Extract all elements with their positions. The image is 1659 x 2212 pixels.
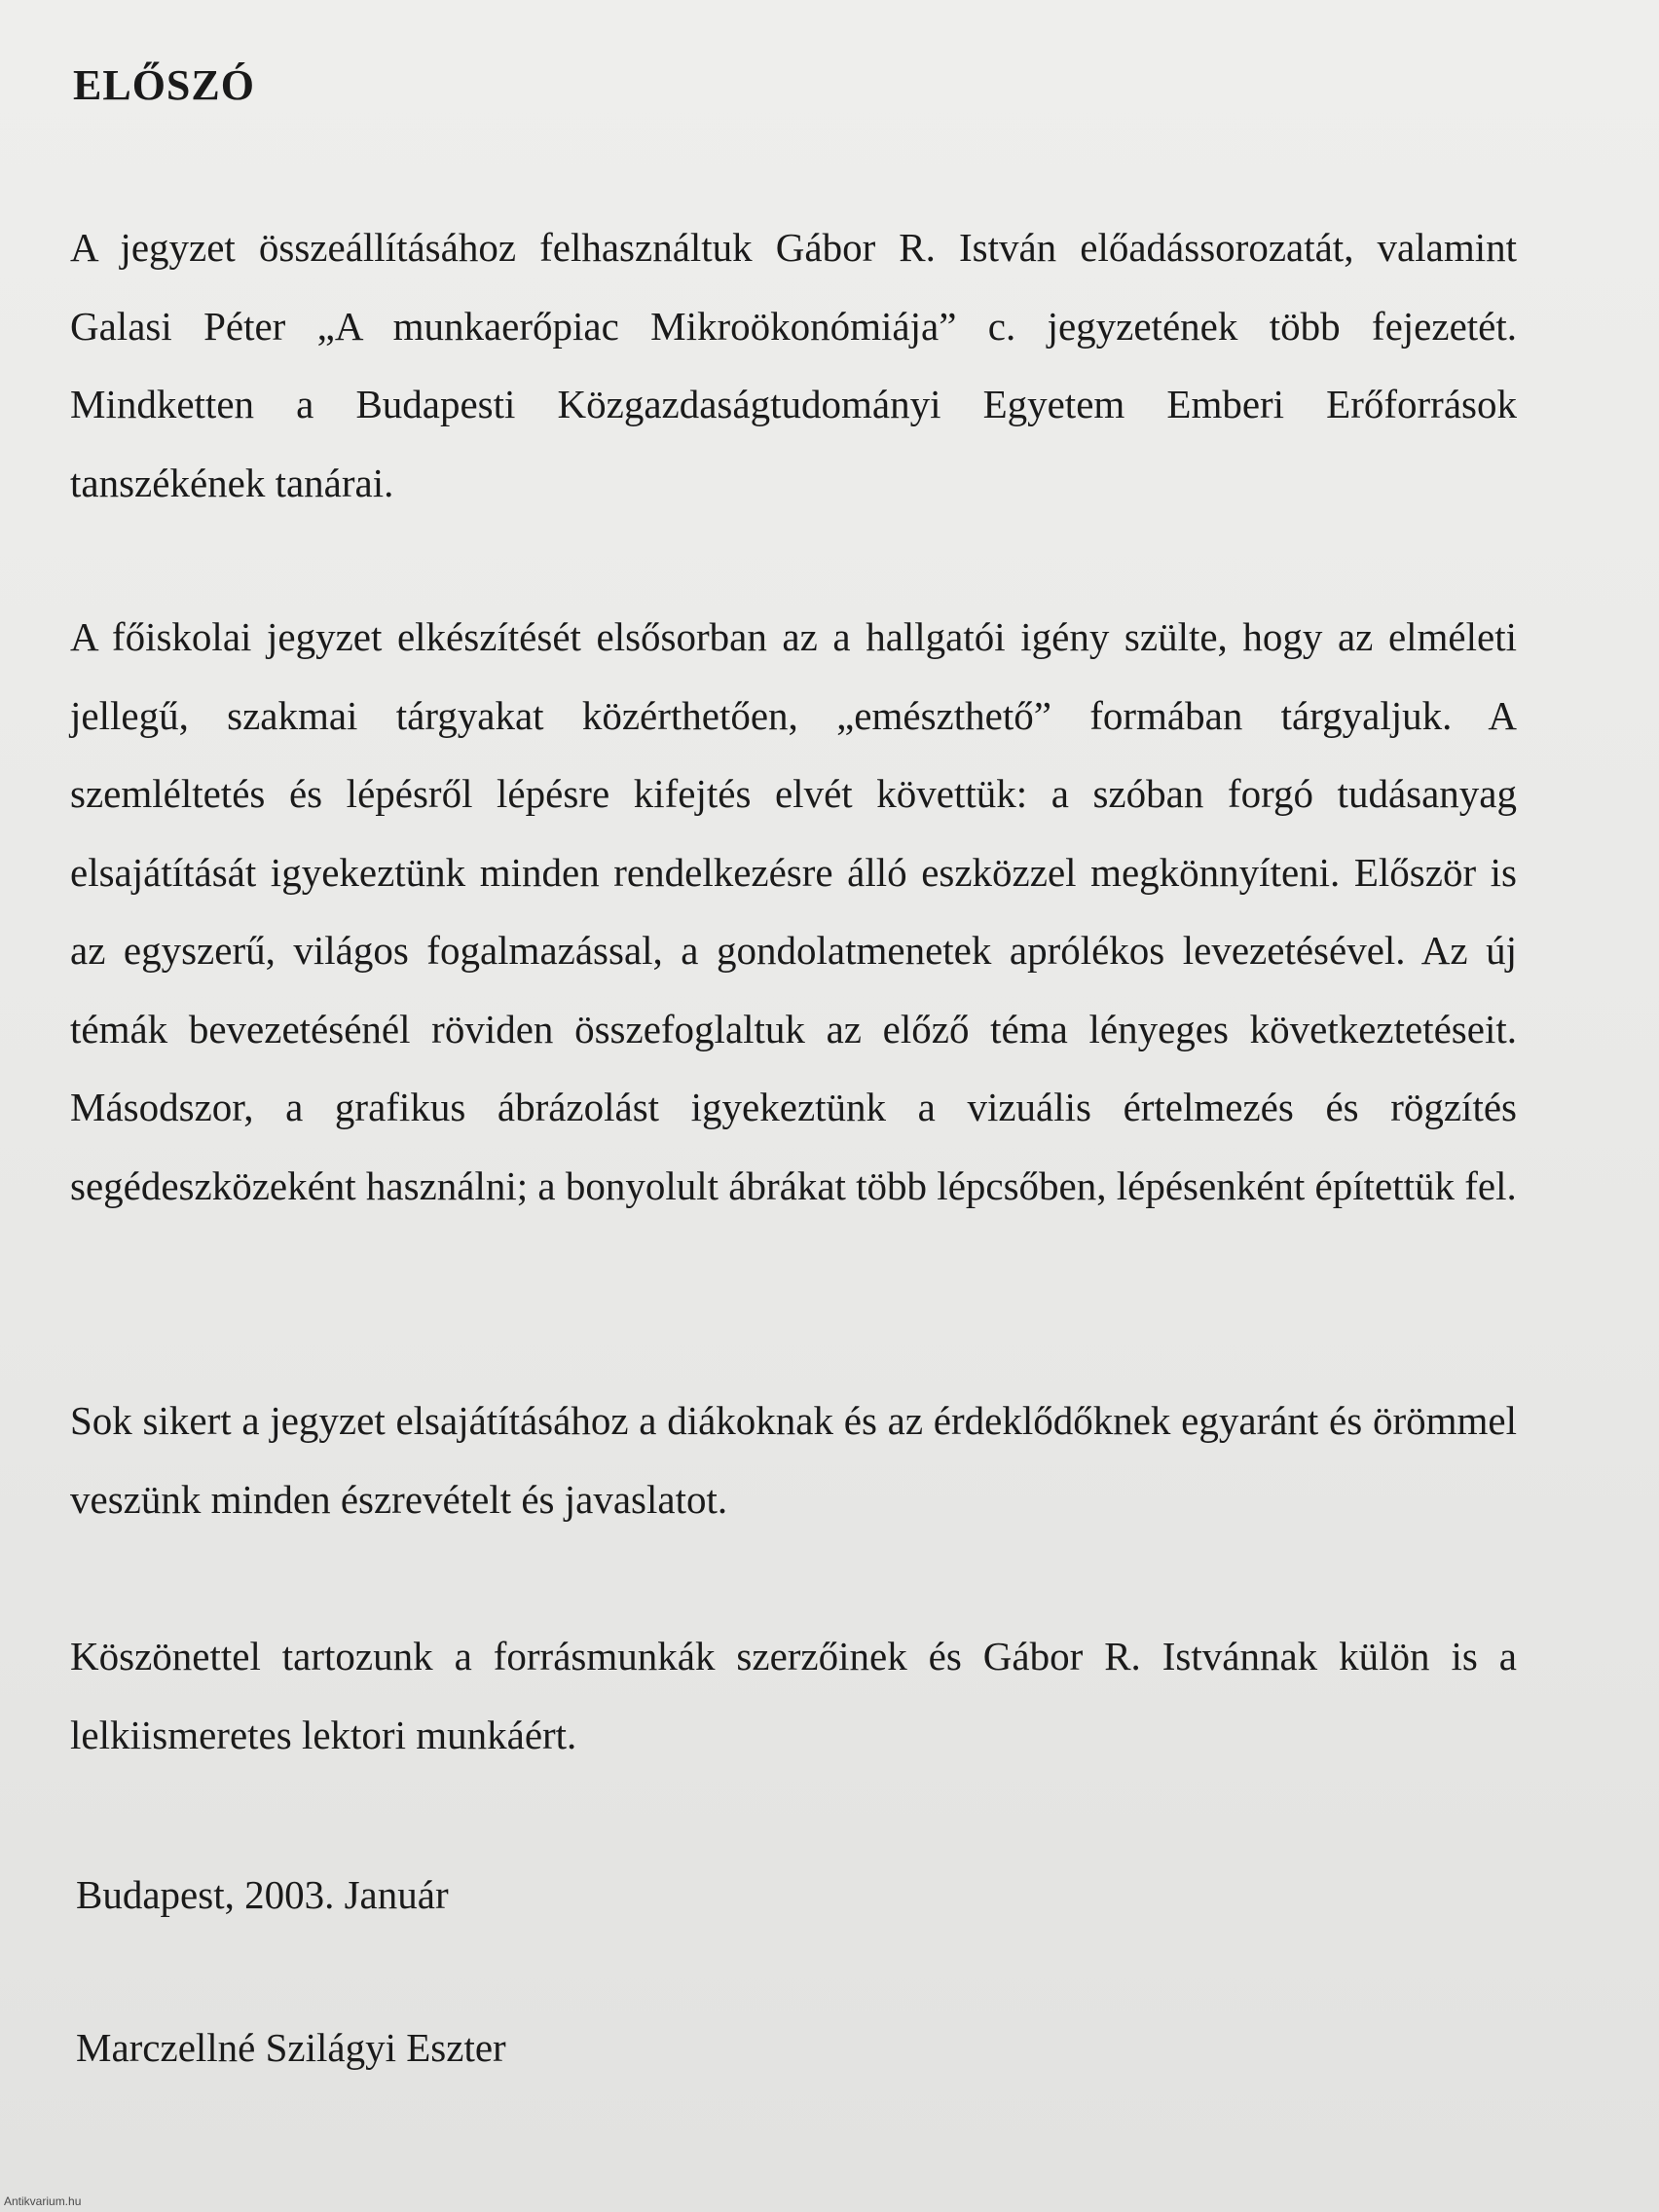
paragraph-purpose: A főiskolai jegyzet elkészítését elsősorban az a hallgatói igény szülte, hogy az elméleti jellegű, szakmai tárgyakat közérthetően, „emészthető” formában tárgyaljuk. A szemléltetés és lépésről lépésre kifejtés elvét követtük: a szóban forgó tudásanyag elsajátítását igyekeztünk minden rendelkezésre álló eszközzel megkönnyíteni. Először is az egyszerű, világos fogalmazással, a gondolatmenetek aprólékos levezetésével. Az új témák bevezetésénél röviden összefoglaltuk az előző téma lényeges következtetéseit. Másodszor, a grafikus ábrázolást igyekeztünk a vizuális értelmezés és rögzítés segédeszközeként használni; a bonyolult ábrákat több lépcsőben, lépésenként építettük fel. bbox=[70, 614, 1517, 1208]
author-name: Marczellné Szilágyi Eszter bbox=[76, 2025, 506, 2070]
paragraph-thanks: Köszönettel tartozunk a forrásmunkák szerzőinek és Gábor R. Istvánnak külön is a lelkiismeretes lektori munkáért. bbox=[70, 1634, 1517, 1757]
page-title: ELŐSZÓ bbox=[73, 61, 255, 109]
watermark: Antikvarium.hu bbox=[4, 2194, 82, 2208]
paragraph-wishes: Sok sikert a jegyzet elsajátításához a diákoknak és az érdeklődőknek egyaránt és örömmel veszünk minden észrevételt és javaslatot. bbox=[70, 1398, 1517, 1522]
place-and-date: Budapest, 2003. Január bbox=[76, 1872, 449, 1917]
paragraph-sources: A jegyzet összeállításához felhasználtuk Gábor R. István előadássorozatát, valamint Galasi Péter „A munkaerőpiac Mikroökonómiája” c. jegyzetének több fejezetét. Mindketten a Budapesti Közgazdaságtudományi Egyetem Emberi Erőforrások tanszékének tanárai. bbox=[70, 225, 1517, 505]
